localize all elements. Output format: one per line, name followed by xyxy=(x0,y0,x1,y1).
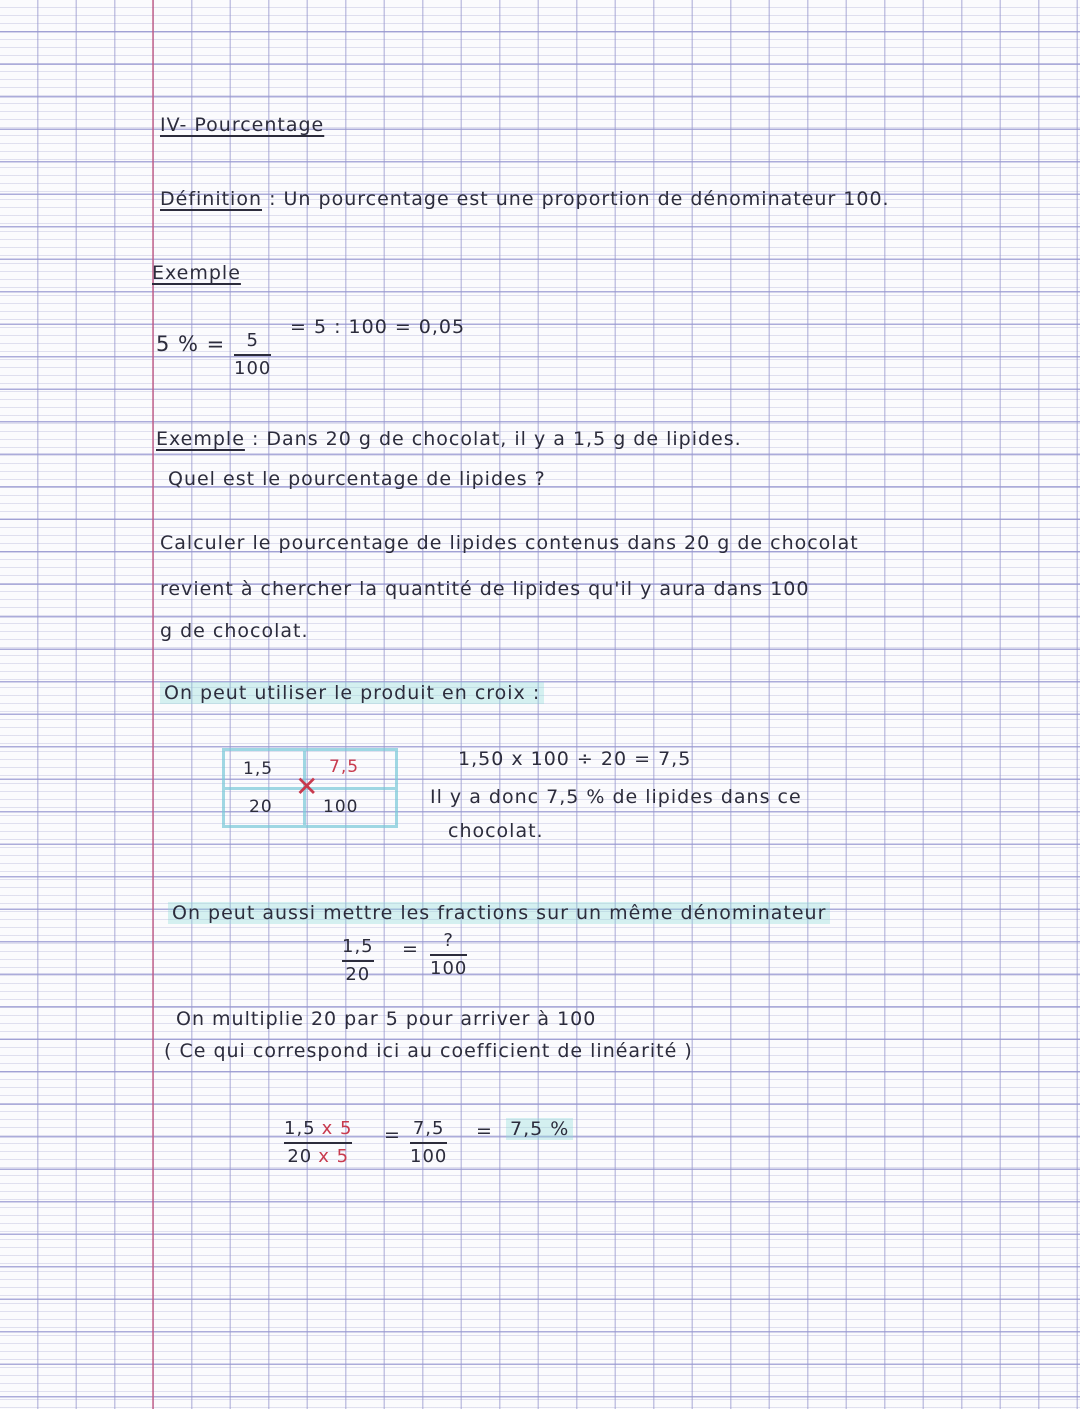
example1-label: Exemple xyxy=(152,262,241,284)
same-denominator-intro xyxy=(168,904,830,923)
final-result xyxy=(506,1120,573,1139)
cross-product-intro-text: On peut utiliser le produit en croix : xyxy=(160,682,544,704)
frac1-den: 20 xyxy=(345,964,371,985)
cross-product-intro xyxy=(160,684,544,703)
explanation-line2: revient à chercher la quantité de lipides qu'il y aura dans 100 xyxy=(160,578,810,600)
frac1-num: 1,5 xyxy=(342,936,374,957)
example2-question: Quel est le pourcentage de lipides ? xyxy=(168,468,546,490)
explanation-line3: g de chocolat. xyxy=(160,620,309,642)
example1-rhs: = 5 : 100 = 0,05 xyxy=(290,316,466,338)
example1-lhs: 5 % = xyxy=(156,332,226,356)
frac2-num: ? xyxy=(443,930,454,951)
same-denominator-intro-text: On peut aussi mettre les fractions sur un même dénominateur xyxy=(168,902,830,924)
final-frac1-den-value: 20 xyxy=(287,1146,313,1167)
table-cell-b: 7,5 xyxy=(329,757,360,777)
final-frac1-den xyxy=(287,1148,349,1166)
cross-product-conclusion1: Il y a donc 7,5 % de lipides dans ce xyxy=(430,786,802,808)
example2-label: Exemple xyxy=(156,428,245,450)
final-frac2-den: 100 xyxy=(410,1146,448,1167)
final-fraction1 xyxy=(284,1120,352,1166)
definition-colon: : xyxy=(269,188,277,210)
final-frac1-num-value: 1,5 xyxy=(284,1118,316,1139)
final-frac1-num-multiplier: x 5 xyxy=(321,1118,353,1139)
example2-line1 xyxy=(156,430,742,449)
example1-fraction xyxy=(234,332,271,378)
same-denominator-fraction2 xyxy=(430,932,467,978)
final-fraction2 xyxy=(410,1120,447,1166)
final-frac1-den-multiplier: x 5 xyxy=(318,1146,350,1167)
fraction-bar xyxy=(430,954,467,956)
example2-text: : Dans 20 g de chocolat, il y a 1,5 g de lipides. xyxy=(251,428,742,450)
frac2-den: 100 xyxy=(430,958,468,979)
final-equals2: = xyxy=(476,1120,493,1142)
final-frac1-num xyxy=(284,1120,352,1138)
same-denominator-equals: = xyxy=(402,938,419,960)
cross-product-conclusion2: chocolat. xyxy=(448,820,544,842)
explanation-line1: Calculer le pourcentage de lipides contenus dans 20 g de chocolat xyxy=(160,532,859,554)
fraction-bar xyxy=(410,1142,447,1144)
same-denominator-line2: ( Ce qui correspond ici au coefficient de linéarité ) xyxy=(164,1040,693,1062)
cross-product-calc: 1,50 x 100 ÷ 20 = 7,5 xyxy=(458,748,692,770)
fraction-bar xyxy=(234,354,271,356)
cross-product-table xyxy=(222,748,398,828)
definition-row xyxy=(160,190,890,209)
example1-frac-num: 5 xyxy=(246,330,259,351)
fraction-bar xyxy=(342,960,374,962)
same-denominator-fraction1 xyxy=(342,938,374,984)
table-cell-c: 20 xyxy=(249,797,273,817)
table-cell-d: 100 xyxy=(323,797,359,817)
final-equals1: = xyxy=(384,1124,401,1146)
same-denominator-line1: On multiplie 20 par 5 pour arriver à 100 xyxy=(176,1008,597,1030)
example1-frac-den: 100 xyxy=(234,358,272,379)
final-frac2-num: 7,5 xyxy=(412,1118,445,1139)
definition-text: Un pourcentage est une proportion de dénominateur 100. xyxy=(283,188,890,210)
definition-label: Définition xyxy=(160,188,263,210)
final-result-text: 7,5 % xyxy=(506,1118,573,1140)
cross-multiplication-icon: ✕ xyxy=(295,770,319,803)
section-title: IV- Pourcentage xyxy=(160,114,325,136)
table-cell-a: 1,5 xyxy=(243,759,274,779)
fraction-bar xyxy=(284,1142,352,1144)
